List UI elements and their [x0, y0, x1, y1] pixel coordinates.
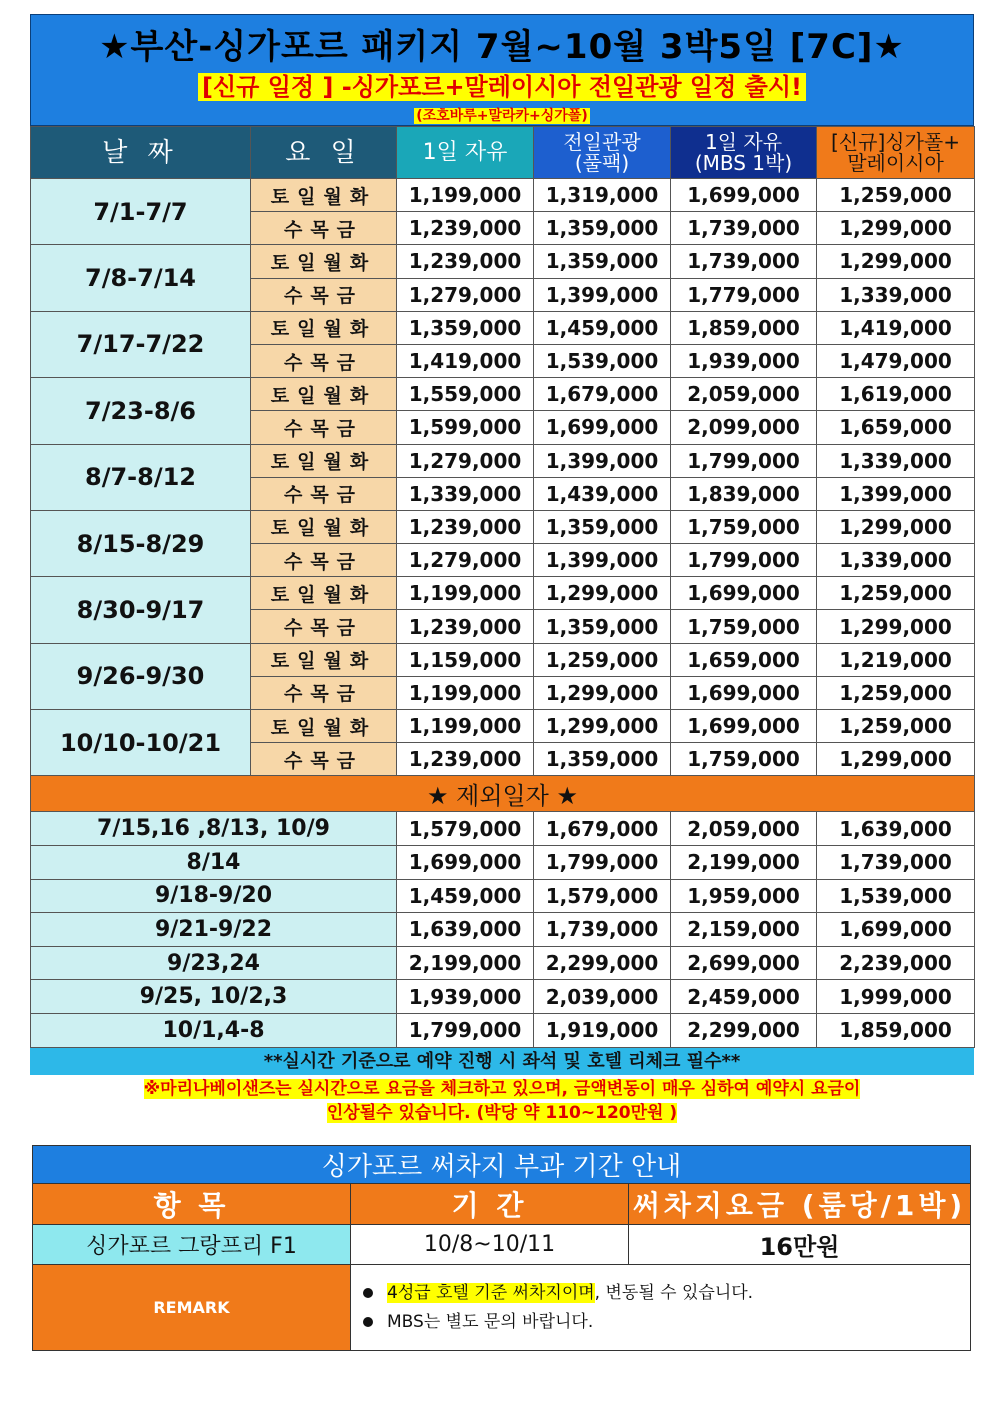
exclusion-header-row: [31, 776, 975, 812]
price-cell: 1,299,000: [817, 212, 975, 245]
table-row: [31, 510, 975, 543]
price-cell: 1,279,000: [397, 544, 534, 577]
exclusion-rows: [31, 776, 975, 1047]
exclusion-date: 9/23,24: [31, 946, 397, 980]
price-cell: 1,699,000: [671, 710, 817, 743]
price-cell: 1,239,000: [397, 510, 534, 543]
period-date: 7/1-7/7: [31, 179, 251, 245]
price-cell: 1,759,000: [671, 510, 817, 543]
price-cell: 1,619,000: [817, 378, 975, 411]
weekday-group: 수목금: [251, 544, 397, 577]
weekday-group: 수목금: [251, 212, 397, 245]
table-row: [31, 577, 975, 610]
price-cell: 1,399,000: [817, 477, 975, 510]
price-table: [30, 126, 975, 1048]
exclusion-date: 9/25, 10/2,3: [31, 980, 397, 1014]
subtitle-text: [신규 일정 ] -싱가포르+말레이시아 전일관광 일정 출시!: [198, 73, 806, 101]
price-cell: 2,239,000: [817, 946, 975, 980]
price-cell: 1,319,000: [534, 179, 671, 212]
table-header-row: [31, 127, 975, 179]
price-cell: 1,419,000: [817, 311, 975, 344]
price-cell: 1,759,000: [671, 743, 817, 776]
remark-item: 4성급 호텔 기준 써차지이며, 변동될 수 있습니다.: [363, 1279, 970, 1308]
price-cell: 1,559,000: [397, 378, 534, 411]
remark-row: [33, 1265, 971, 1351]
table-row: [31, 812, 975, 846]
price-cell: 1,739,000: [534, 913, 671, 947]
exclusion-header: ★ 제외일자 ★: [31, 776, 975, 812]
price-cell: 2,059,000: [671, 378, 817, 411]
price-cell: 1,539,000: [534, 344, 671, 377]
weekday-group: 토일월화: [251, 444, 397, 477]
col-header-new-malaysia: [신규]싱가폴+ 말레이시아: [817, 127, 975, 179]
surcharge-header-row: [33, 1184, 971, 1225]
price-cell: 1,839,000: [671, 477, 817, 510]
weekday-group: 수목금: [251, 344, 397, 377]
price-cell: 1,679,000: [534, 378, 671, 411]
exclusion-date: 9/21-9/22: [31, 913, 397, 947]
period-date: 8/7-8/12: [31, 444, 251, 510]
price-cell: 1,699,000: [534, 411, 671, 444]
price-cell: 1,699,000: [671, 676, 817, 709]
price-cell: 2,459,000: [671, 980, 817, 1014]
surcharge-period: 10/8~10/11: [351, 1225, 629, 1265]
surcharge-header-item: 항 목: [33, 1184, 351, 1225]
price-cell: 1,299,000: [817, 610, 975, 643]
price-cell: 1,399,000: [534, 544, 671, 577]
price-cell: 1,739,000: [817, 845, 975, 879]
price-cell: 1,239,000: [397, 610, 534, 643]
price-cell: 2,299,000: [671, 1013, 817, 1047]
price-cell: 1,259,000: [817, 710, 975, 743]
period-date: 7/8-7/14: [31, 245, 251, 311]
price-cell: 1,239,000: [397, 245, 534, 278]
price-cell: 1,399,000: [534, 278, 671, 311]
title-banner: [30, 14, 974, 126]
price-cell: 1,579,000: [397, 812, 534, 846]
col-header-full-tour: 전일관광 (풀팩): [534, 127, 671, 179]
price-cell: 1,279,000: [397, 278, 534, 311]
weekday-group: 수목금: [251, 676, 397, 709]
price-cell: 1,999,000: [817, 980, 975, 1014]
weekday-group: 수목금: [251, 610, 397, 643]
price-cell: 1,599,000: [397, 411, 534, 444]
table-row: [31, 710, 975, 743]
price-cell: 2,099,000: [671, 411, 817, 444]
price-cell: 1,299,000: [817, 510, 975, 543]
table-row: [31, 913, 975, 947]
price-cell: 1,439,000: [534, 477, 671, 510]
table-row: [31, 879, 975, 913]
price-cell: 1,299,000: [534, 577, 671, 610]
price-cell: 1,359,000: [397, 311, 534, 344]
price-cell: 1,199,000: [397, 179, 534, 212]
price-cell: 1,539,000: [817, 879, 975, 913]
price-cell: 1,339,000: [817, 444, 975, 477]
price-cell: 1,199,000: [397, 676, 534, 709]
price-cell: 1,639,000: [817, 812, 975, 846]
table-row: [31, 378, 975, 411]
period-rows: [31, 179, 975, 776]
table-row: [31, 444, 975, 477]
table-row: [31, 845, 975, 879]
price-cell: 1,739,000: [671, 212, 817, 245]
subtitle: [31, 67, 973, 102]
price-cell: 1,359,000: [534, 610, 671, 643]
remark-label: REMARK: [33, 1265, 351, 1351]
col-header-free-day: 1일 자유: [397, 127, 534, 179]
price-cell: 1,159,000: [397, 643, 534, 676]
price-cell: 2,199,000: [397, 946, 534, 980]
surcharge-amount: 16만원: [629, 1225, 971, 1265]
price-cell: 1,259,000: [817, 676, 975, 709]
price-cell: 1,359,000: [534, 212, 671, 245]
col-header-date: 날 짜: [31, 127, 251, 179]
price-cell: 2,299,000: [534, 946, 671, 980]
price-cell: 1,259,000: [817, 179, 975, 212]
price-cell: 1,299,000: [817, 245, 975, 278]
price-cell: 1,359,000: [534, 510, 671, 543]
surcharge-row: [33, 1225, 971, 1265]
price-cell: 1,259,000: [534, 643, 671, 676]
weekday-group: 수목금: [251, 477, 397, 510]
price-cell: 1,919,000: [534, 1013, 671, 1047]
weekday-group: 수목금: [251, 411, 397, 444]
price-cell: 1,939,000: [397, 980, 534, 1014]
price-cell: 1,399,000: [534, 444, 671, 477]
weekday-group: 토일월화: [251, 179, 397, 212]
price-cell: 1,199,000: [397, 577, 534, 610]
price-cell: 1,799,000: [671, 444, 817, 477]
price-cell: 1,659,000: [671, 643, 817, 676]
exclusion-date: 8/14: [31, 845, 397, 879]
page-title: ★부산-싱가포르 패키지 7월~10월 3박5일 [7C]★: [99, 27, 905, 67]
price-sheet: [30, 14, 974, 1125]
price-cell: 1,339,000: [817, 544, 975, 577]
table-row: [31, 311, 975, 344]
remark-body: [351, 1265, 971, 1351]
surcharge-table: [32, 1145, 971, 1351]
surcharge-title: 싱가포르 써차지 부과 기간 안내: [33, 1146, 971, 1184]
table-row: [31, 245, 975, 278]
weekday-group: 토일월화: [251, 245, 397, 278]
remark-item: MBS는 별도 문의 바랍니다.: [363, 1308, 970, 1337]
price-cell: 1,359,000: [534, 245, 671, 278]
price-cell: 1,459,000: [397, 879, 534, 913]
price-cell: 1,859,000: [671, 311, 817, 344]
price-cell: 1,699,000: [671, 577, 817, 610]
period-date: 9/26-9/30: [31, 643, 251, 709]
price-cell: 1,699,000: [397, 845, 534, 879]
period-date: 7/23-8/6: [31, 378, 251, 444]
price-cell: 2,199,000: [671, 845, 817, 879]
price-cell: 1,359,000: [534, 743, 671, 776]
price-cell: 1,779,000: [671, 278, 817, 311]
price-cell: 1,759,000: [671, 610, 817, 643]
table-row: [31, 946, 975, 980]
price-cell: 1,799,000: [397, 1013, 534, 1047]
price-cell: 2,699,000: [671, 946, 817, 980]
mbs-notice: ※마리나베이샌즈는 실시간으로 요금을 체크하고 있으며, 금액변동이 매우 심하여 예약시 요금이 인상될수 있습니다. (박당 약 110~120만원 ): [143, 1078, 861, 1123]
period-date: 8/15-8/29: [31, 510, 251, 576]
price-cell: 1,339,000: [397, 477, 534, 510]
weekday-group: 토일월화: [251, 710, 397, 743]
price-cell: 1,459,000: [534, 311, 671, 344]
table-row: [31, 980, 975, 1014]
price-cell: 1,299,000: [817, 743, 975, 776]
price-cell: 2,159,000: [671, 913, 817, 947]
col-header-mbs: 1일 자유 (MBS 1박): [671, 127, 817, 179]
price-cell: 1,199,000: [397, 710, 534, 743]
route-note: [31, 105, 973, 125]
weekday-group: 토일월화: [251, 510, 397, 543]
price-cell: 1,699,000: [671, 179, 817, 212]
price-cell: 1,639,000: [397, 913, 534, 947]
bullet-icon: [363, 1288, 373, 1298]
price-cell: 1,739,000: [671, 245, 817, 278]
exclusion-date: 7/15,16 ,8/13, 10/9: [31, 812, 397, 846]
surcharge-section: [32, 1145, 970, 1351]
col-header-day: 요 일: [251, 127, 397, 179]
weekday-group: 토일월화: [251, 577, 397, 610]
period-date: 10/10-10/21: [31, 710, 251, 776]
price-cell: 2,039,000: [534, 980, 671, 1014]
price-cell: 1,239,000: [397, 743, 534, 776]
period-date: 8/30-9/17: [31, 577, 251, 643]
price-cell: 1,659,000: [817, 411, 975, 444]
surcharge-item: 싱가포르 그랑프리 F1: [33, 1225, 351, 1265]
weekday-group: 토일월화: [251, 643, 397, 676]
period-date: 7/17-7/22: [31, 311, 251, 377]
price-cell: 1,679,000: [534, 812, 671, 846]
price-cell: 1,699,000: [817, 913, 975, 947]
exclusion-date: 10/1,4-8: [31, 1013, 397, 1047]
weekday-group: 수목금: [251, 278, 397, 311]
price-cell: 1,279,000: [397, 444, 534, 477]
price-cell: 1,799,000: [534, 845, 671, 879]
surcharge-header-amount: 써차지요금 (룸당/1박): [629, 1184, 971, 1225]
price-cell: 1,959,000: [671, 879, 817, 913]
table-row: [31, 179, 975, 212]
table-row: [31, 643, 975, 676]
price-cell: 1,239,000: [397, 212, 534, 245]
route-note-text: (조호바루+말라카+싱가폴): [416, 108, 588, 124]
table-row: [31, 1013, 975, 1047]
price-cell: 1,859,000: [817, 1013, 975, 1047]
realtime-notice: **실시간 기준으로 예약 진행 시 좌석 및 호텔 리체크 필수**: [30, 1048, 974, 1075]
price-cell: 1,799,000: [671, 544, 817, 577]
price-cell: 1,939,000: [671, 344, 817, 377]
weekday-group: 토일월화: [251, 311, 397, 344]
price-cell: 1,219,000: [817, 643, 975, 676]
weekday-group: 수목금: [251, 743, 397, 776]
price-cell: 1,479,000: [817, 344, 975, 377]
price-cell: 1,339,000: [817, 278, 975, 311]
price-cell: 1,299,000: [534, 710, 671, 743]
weekday-group: 토일월화: [251, 378, 397, 411]
price-cell: 1,419,000: [397, 344, 534, 377]
price-cell: 1,259,000: [817, 577, 975, 610]
bullet-icon: [363, 1317, 373, 1327]
price-cell: 1,299,000: [534, 676, 671, 709]
surcharge-header-period: 기 간: [351, 1184, 629, 1225]
price-cell: 2,059,000: [671, 812, 817, 846]
price-cell: 1,579,000: [534, 879, 671, 913]
exclusion-date: 9/18-9/20: [31, 879, 397, 913]
